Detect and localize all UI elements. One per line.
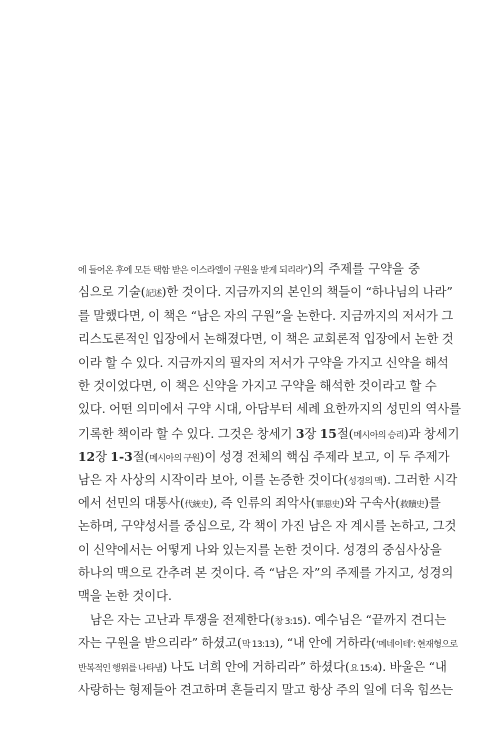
text-span: 를 말했다면, 이 책은 “남은 자의 구원”을 논한다. 지금까지의 저서가 그 xyxy=(78,308,454,323)
text-span: 메시아의 승리 xyxy=(353,430,404,441)
text-line xyxy=(78,328,454,351)
text-span: 사랑하는 형제들아 견고하며 흔들리지 말고 항상 주의 일에 더욱 힘쓰는 xyxy=(78,683,454,698)
text-span: ). 예수님은 “끝까지 견디는 xyxy=(302,612,447,627)
text-span: ), “내 안에 거하라( xyxy=(274,636,376,651)
text-line xyxy=(78,352,449,375)
text-line xyxy=(78,585,420,608)
text-span: 한 것이었다면, 이 책은 신약을 가지고 구약을 해석한 것이라고 할 수 xyxy=(78,378,437,393)
text-line xyxy=(78,515,457,538)
text-span: 3 xyxy=(295,425,305,441)
text-line xyxy=(78,539,442,562)
text-span: 절( xyxy=(336,426,354,441)
text-span: 있다. 어떤 의미에서 구약 시대, 아담부터 세례 요한까지의 성민의 역사를 xyxy=(78,402,461,417)
text-span: 記述 xyxy=(145,289,162,300)
text-line xyxy=(78,375,437,398)
text-span: )한 것이다. 지금까지의 본인의 책들이 “하나님의 나라” xyxy=(161,285,453,300)
text-span: 1-3 xyxy=(110,449,133,465)
text-line xyxy=(78,562,454,585)
text-span: 에 들어온 후에 모든 택함 받은 이스라엘이 구원을 받게 되리라” xyxy=(78,266,308,276)
text-span: 罪惡史 xyxy=(315,499,340,510)
text-span: ), 즉 인류의 죄악사( xyxy=(208,495,316,510)
text-span: )를 xyxy=(424,495,441,510)
text-line xyxy=(78,632,458,655)
text-span: 막 13:13 xyxy=(241,640,275,651)
text-span: 하나의 맥으로 간추려 본 것이다. 즉 “남은 자”의 주제를 가지고, 성경의 xyxy=(78,566,454,581)
text-span: 리스도론적인 입장에서 논해졌다면, 이 책은 교회론적 입장에서 논한 것 xyxy=(78,332,454,347)
text-span: 代統史 xyxy=(184,499,209,510)
text-line xyxy=(78,258,420,281)
text-span: 자는 구원을 받으리라” 하셨고( xyxy=(78,636,242,651)
text-span: 메시아의 구원 xyxy=(149,454,200,465)
text-span: 남은 자는 고난과 투쟁을 전제한다( xyxy=(90,612,275,627)
text-span: ) 나도 너희 안에 거하리라” 하셨다( xyxy=(162,659,350,674)
text-line xyxy=(78,422,460,445)
text-span: 이라 할 수 있다. 지금까지의 필자의 저서가 구약을 가지고 신약을 해석 xyxy=(78,355,449,370)
text-line xyxy=(78,469,458,492)
text-span: 기록한 책이라 할 수 있다. 그것은 창세기 xyxy=(78,426,296,441)
text-line xyxy=(78,609,447,632)
body-text xyxy=(78,258,461,702)
text-span: 남은 자 사상의 시작이라 보아, 이를 논증한 것이다( xyxy=(78,472,349,487)
text-span: )의 주제를 구약을 중 xyxy=(307,262,421,276)
text-span: 12 xyxy=(78,449,96,465)
text-line xyxy=(78,492,441,515)
text-span: 장 xyxy=(95,450,111,465)
text-span: 맥을 논한 것이다. xyxy=(78,589,172,604)
text-span: 창 3:15 xyxy=(274,616,303,627)
text-span: 에서 선민의 대통사( xyxy=(78,495,185,510)
text-span: 장 xyxy=(304,426,320,441)
text-span: 심으로 기술( xyxy=(78,285,146,300)
text-line xyxy=(78,679,454,702)
text-line xyxy=(78,656,447,679)
text-span: 절( xyxy=(132,450,150,465)
text-line xyxy=(78,305,454,328)
text-span: )이 성경 전체의 핵심 주제라 보고, 이 두 주제가 xyxy=(199,450,450,465)
text-line xyxy=(78,445,450,468)
text-span: 성경의 맥 xyxy=(348,476,383,487)
text-span: ). 그러한 시각 xyxy=(382,472,458,487)
text-span: 논하며, 구약성서를 중심으로, 각 책이 가진 남은 자 계시를 논하고, 그것 xyxy=(78,519,457,534)
text-span: 반복적인 행위를 나타냄 xyxy=(78,663,163,674)
text-span: ). 바울은 “내 xyxy=(377,659,447,674)
text-span: ‘메네이테’: 현재형으로 xyxy=(375,640,458,651)
text-span: )와 구속사( xyxy=(339,495,401,510)
text-line xyxy=(78,398,461,421)
text-span: )과 창세기 xyxy=(403,426,460,441)
text-span: 요 15:4 xyxy=(349,663,378,674)
text-span: 15 xyxy=(319,425,337,441)
text-span: 이 신약에서는 어떻게 나와 있는지를 논한 것이다. 성경의 중심사상을 xyxy=(78,542,442,557)
text-line xyxy=(78,281,453,304)
text-span: 救贖史 xyxy=(400,499,425,510)
